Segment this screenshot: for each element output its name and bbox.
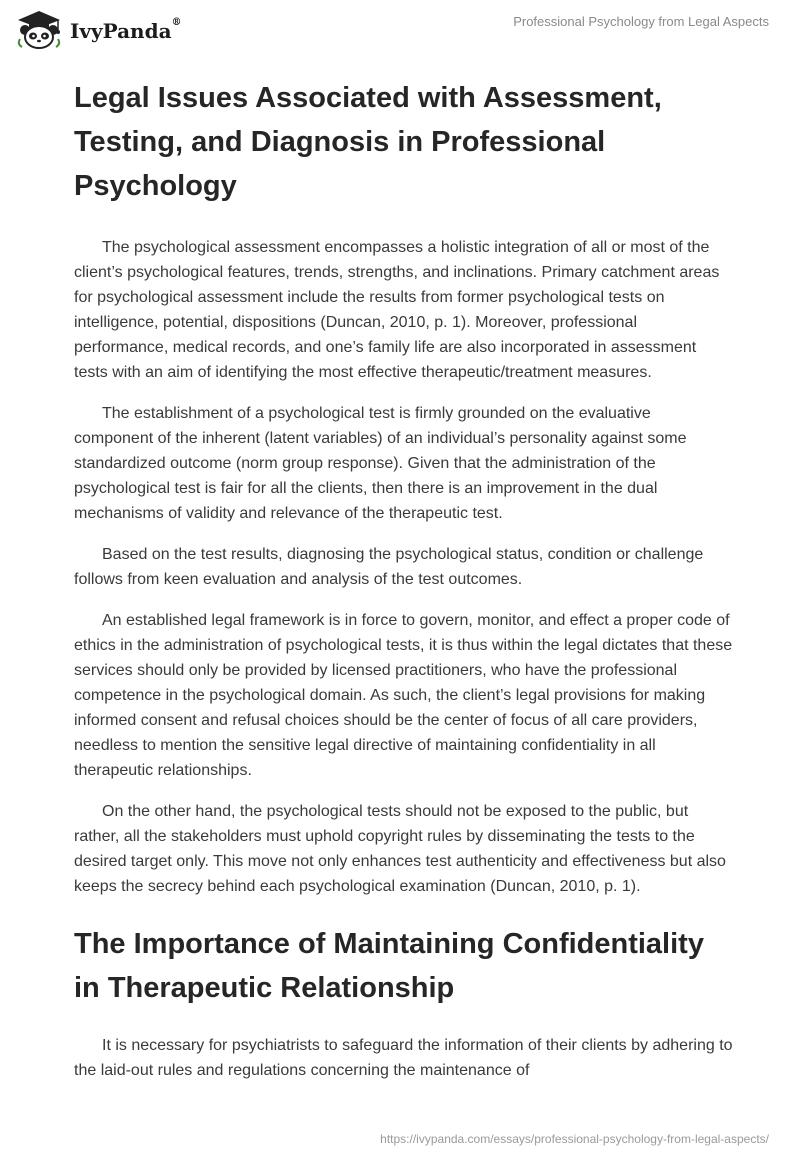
running-title: Professional Psychology from Legal Aspects <box>513 14 769 29</box>
panda-graduate-icon <box>14 9 64 49</box>
paragraph: The psychological assessment encompasses a holistic integration of all or most of the client’s psychological features, trends, strengths, and inclinations. Primary catchment areas for psychological assessment include the results from former psychological tests on intelligence, potential, dispositions (Duncan, 2010, p. 1). Moreover, professional performance, medical records, and one’s family life are also incorporated in assessment tests with an aim of identifying the most effective therapeutic/treatment measures. <box>74 239 720 381</box>
paragraph: On the other hand, the psychological tests should not be exposed to the public, but rather, all the stakeholders must uphold copyright rules by disseminating the tests to the desired target only. This move not only enhances test authenticity and effectiveness but also keeps the secrecy behind each psychological examination (Duncan, 2010, p. 1). <box>74 803 726 895</box>
paragraph: It is necessary for psychiatrists to safeguard the information of their clients by adhering to the laid-out rules and regulations concerning the maintenance of <box>74 1037 733 1079</box>
source-url[interactable]: https://ivypanda.com/essays/professional-psychology-from-legal-aspects/ <box>380 1132 769 1146</box>
paragraph: Based on the test results, diagnosing the psychological status, condition or challenge follows from keen evaluation and analysis of the test outcomes. <box>74 546 704 588</box>
paragraph: The establishment of a psychological test is firmly grounded on the evaluative component of the inherent (latent variables) of an individual’s personality against some standardized outcome (norm group response). Given that the administration of the psychological test is fair for all the clients, then there is an improvement in the dual mechanisms of validity and relevance of the therapeutic test. <box>74 405 687 522</box>
paragraph: An established legal framework is in force to govern, monitor, and effect a proper code of ethics in the administration of psychological tests, it is thus within the legal dictates that these services should only be provided by licensed practitioners, who have the professional competence in the psychological domain. As such, the client’s legal provisions for making informed consent and refusal choices should be the center of focus of all care providers, needless to mention the sensitive legal directive of maintaining confidentiality in all therapeutic relationships. <box>74 612 733 779</box>
section-2-title: The Importance of Maintaining Confidentiality in Therapeutic Relationship <box>74 928 704 1004</box>
essay-content <box>74 76 734 1083</box>
page-header <box>0 0 800 62</box>
brand-name: IvyPanda® <box>70 16 182 43</box>
brand-logo[interactable] <box>14 9 182 49</box>
section-1-title: Legal Issues Associated with Assessment, Testing, and Diagnosis in Professional Psychology <box>74 82 662 202</box>
